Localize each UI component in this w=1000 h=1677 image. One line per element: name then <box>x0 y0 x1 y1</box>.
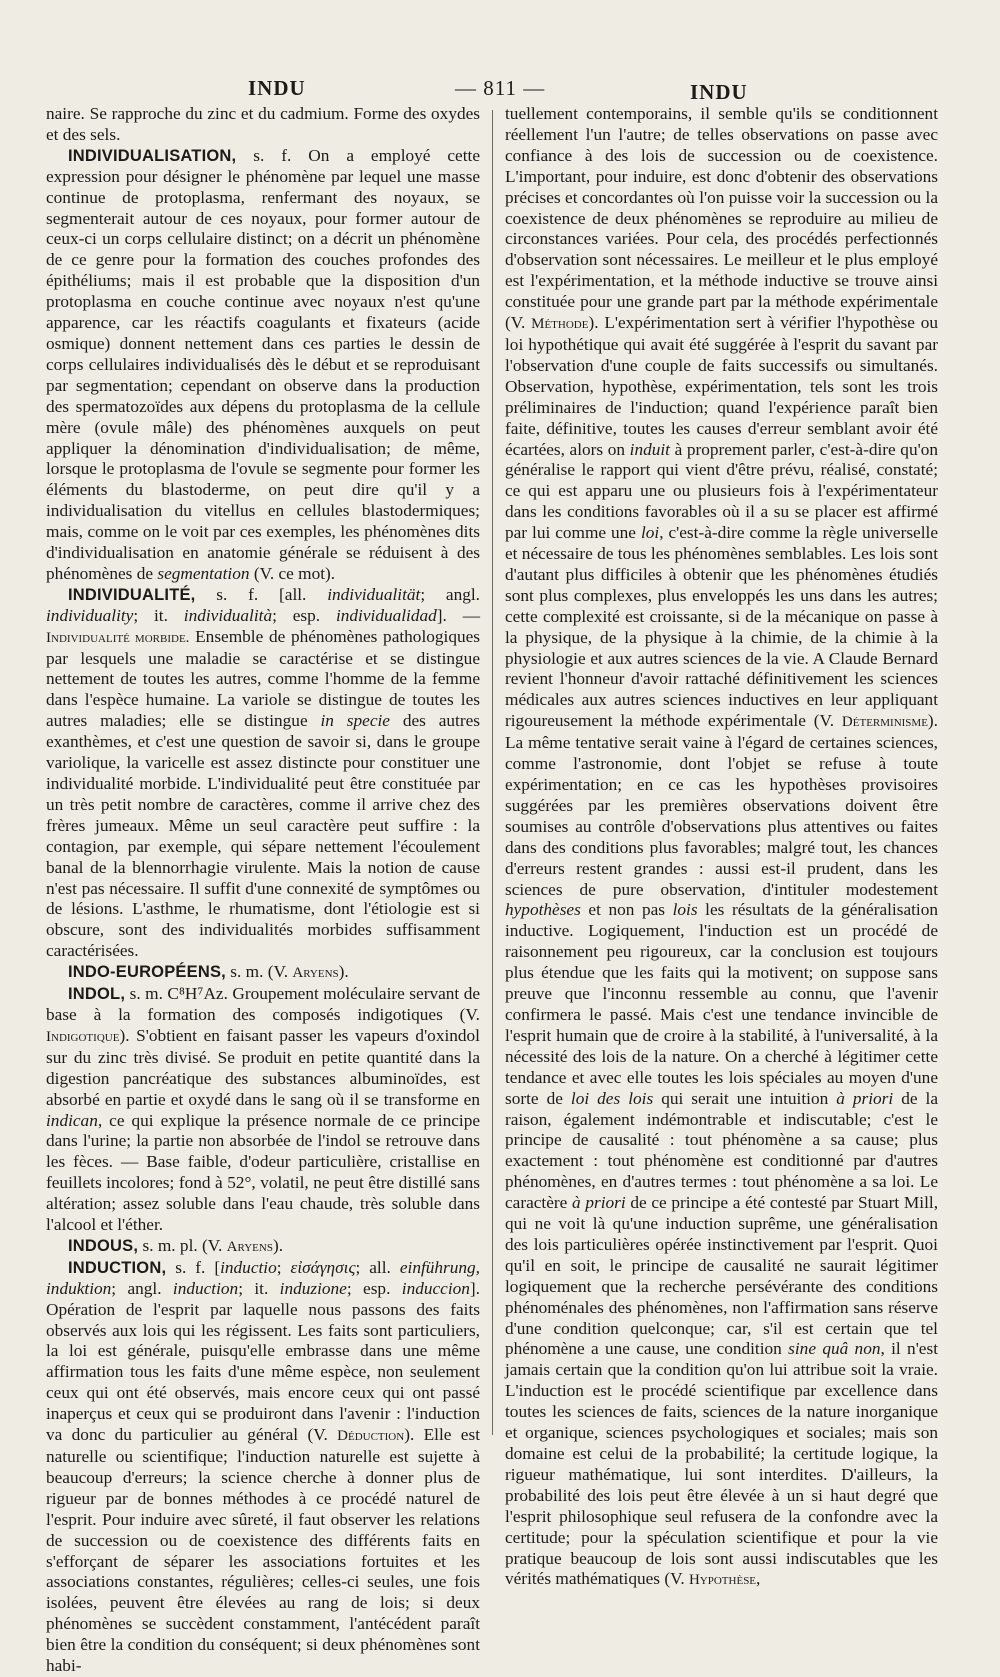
entry-text: s. m. (V. <box>225 962 293 982</box>
italic-term: in specie <box>320 711 390 731</box>
italic-term: induzione <box>279 1278 347 1298</box>
entry-text: ; <box>276 1257 291 1277</box>
entry-text: s. f. [all. <box>195 584 328 604</box>
entry-text: , ce qui explique la présence normale de ce principe dans l'urine; la partie non absorbée de l'indol se retrouve dans les fèces. — Base faible, d'odeur particulière, cristallise en feuillets incolores; fond à 52°, volatil, ne peut être distillé sans altération; assez soluble dans l'eau chaude, très soluble dans l'alcool et l'éther. <box>46 1110 480 1235</box>
italic-term: segmentation <box>157 563 250 583</box>
italic-term: induit <box>629 439 670 459</box>
entry-text: ). S'obtient en faisant passer les vapeurs d'oxindol sur du zinc très divisé. Se produit en petite quantité dans la digestion pancréatique des substances albuminoïdes, est absorbé en partie et oxydé dans le sang où il se transforme en <box>46 1025 480 1109</box>
entry-indo-europeens <box>46 962 480 984</box>
entry-text: Ensemble de phénomènes pathologiques par lesquels une maladie se caractérise et se distingue nettement de toutes les autres, comme l'homme de la femme dans l'espèce humaine. La variole se distingue de toutes les autres maladies; elle se distingue <box>46 626 481 731</box>
italic-term: einführung, induktion <box>46 1257 481 1298</box>
italic-term: induction <box>172 1278 239 1298</box>
entry-text: tuellement contemporains, il semble qu'ils se conditionnent réellement l'un l'autre; de telles observations on passe avec confiance à des lois de succession ou de coexistence. L'important, pour induire, est donc d'obtenir des observations précises et concordantes où l'on puisse voir la succession ou la coexistence de deux phénomènes se reproduire au milieu de circonstances variées. Pour cela, des procédés perfectionnés d'observation sont nécessaires. Le meilleur et le plus employé est l'expérimentation, et la méthode inductive se trouve ainsi constituée pour une grande part par la méthode expérimentale (V. <box>505 104 938 333</box>
italic-term: individuality <box>46 605 134 625</box>
entry-text: les résultats de la généralisation inductive. Logiquement, l'induction est un procédé de raisonnement peu rigoureux, car la conclusion est toujours plus étendue que les faits qui la motivent; on suppose sans preuve que l'inconnu ressemble au connu, que l'avenir confirmera le passé. Mais c'est une tendance invincible de l'esprit humain que de croire à la stabilité, à l'universalité, à la nécessité des lois de la nature. On a cherché à légitimer cette tendance et avec elle toutes les lois spéciales au moyen d'une sorte de <box>505 900 938 1108</box>
italic-term: indican <box>46 1110 98 1130</box>
entry-text: ). Elle est naturelle ou scientifique; l'induction naturelle est sujette à beaucoup d'erreurs; la science cherche à donner plus de rigueur par de bonnes méthodes à ce procédé naturel de l'esprit. Pour induire avec sûreté, il faut observer les relations de succession ou de coexistence des différents faits en s'efforçant de séparer les associations fortuites et les associations constantes, régulières; celles-ci seules, une fois isolées, peuvent être élevées au rang de lois; si deux phénomènes se succèdent constamment, l'antécédent paraît bien être la condition du conséquent; si deux phénomènes sont habi- <box>46 1425 480 1676</box>
headword: INDUCTION, <box>68 1258 167 1277</box>
entry-text: ; it. <box>133 605 184 625</box>
running-head <box>0 70 1000 106</box>
entry-text: ; esp. <box>346 1278 402 1298</box>
entry-text: qui serait une intuition <box>653 1088 837 1108</box>
cross-reference: Aryens <box>292 965 339 982</box>
italic-term: loi <box>640 523 660 543</box>
italic-term: hypothèses <box>505 900 581 920</box>
entry-continuation: naire. Se rapproche du zinc et du cadmium. Forme des oxydes et des sels. <box>46 104 480 144</box>
italic-term: lois <box>672 900 698 920</box>
italic-term: à priori <box>572 1193 626 1213</box>
cross-reference: Déduction <box>337 1428 405 1445</box>
entry-text: ). <box>338 962 349 982</box>
entry-text: ; all. <box>355 1257 400 1277</box>
entry-text: ). <box>272 1235 284 1255</box>
running-head-right: INDU <box>690 80 748 104</box>
entry-text: des autres exanthèmes, et c'est une question de savoir si, dans le groupe variolique, la varicelle est assez distincte pour constituer une individualité morbide. L'individualité peut être constituée par un très petit nombre de caractères, comme il arrive chez des frères jumeaux. Même un seul caractère peut suffire : la contagion, par exemple, qui sépare nettement l'écoulement banal de la blennorrhagie virulente. Mais la notion de cause n'est pas nécessaire. Il suffit d'une connexité de symptômes ou de lésions. L'asthme, le rhumatisme, dont l'étiologie est si obscure, sont des individualités morbides suffisamment caractérisées. <box>46 711 480 961</box>
italic-term: loi des lois <box>570 1088 654 1108</box>
entry-text: ]. Opération de l'esprit par laquelle nous passons des faits observés aux lois qui les régissent. Les faits sont particuliers, la loi est générale, puisqu'elle embrasse dans une même affirmation tous les faits d'une même espèce, non seulement ceux qui ont été observés, mais encore ceux qui ont passé inaperçus et ceux qui se produiront dans l'avenir : l'induction va donc du particulier au général (V. <box>46 1278 480 1445</box>
entry-text: s. m. pl. (V. <box>138 1235 227 1255</box>
entry-text: ; angl. <box>111 1278 173 1298</box>
italic-term: individualità <box>183 605 273 625</box>
headword: INDOUS, <box>68 1236 139 1255</box>
cross-reference: Aryens <box>226 1238 273 1255</box>
cross-reference: Méthode <box>531 316 589 333</box>
entry-text: , <box>756 1569 761 1589</box>
headword: INDIVIDUALISATION, <box>68 146 237 165</box>
entry-text: ; esp. <box>272 605 336 625</box>
entry-text: de la raison, également indémontrable et indiscutable; c'est le principe de causalité : tout phénomène a sa cause; plus exactement : tout phénomène est conditionné par d'autres phénomènes, en d'autres termes : tout phénomène a sa loi. Le caractère <box>505 1088 939 1213</box>
right-column <box>505 104 939 1589</box>
italic-term: individualität <box>327 584 421 604</box>
italic-term: induccion <box>401 1278 470 1298</box>
entry-individualisation <box>46 146 480 585</box>
italic-term: sine quâ non <box>788 1339 881 1359</box>
entry-text: ). L'expérimentation sert à vérifier l'hypothèse ou loi hypothétique qui avait été suggérée à l'esprit du savant par l'observation d'une couple de faits successifs ou simultanés. Observation, hypothèse, expérimentation, tels sont les trois préliminaires de l'induction; quand l'expérience paraît bien faite, définitive, toutes les causes d'erreur semblant avoir été écartées, alors on <box>505 313 938 459</box>
italic-term: inductio <box>220 1257 277 1277</box>
entry-text: ; angl. <box>420 584 480 604</box>
entry-text: s. m. C⁸H⁷Az. Groupement moléculaire servant de base à la formation des composés indigotiques (V. <box>46 984 480 1024</box>
headword: INDIVIDUALITÉ, <box>68 585 196 604</box>
italic-term: individualidad <box>335 605 437 625</box>
italic-term: εἰσάγησις <box>290 1257 356 1277</box>
running-head-left: INDU <box>248 76 306 100</box>
entry-induction <box>46 1258 480 1677</box>
entry-text: ]. — <box>436 605 480 625</box>
cross-reference: Indigotique <box>46 1028 120 1045</box>
column-divider <box>492 110 493 1435</box>
entry-text: et non pas <box>580 900 673 920</box>
entry-text: , il n'est jamais certain que la condition qu'on lui attribue soit la vraie. L'induction est le procédé scientifique par excellence dans toutes les sciences de faits, sciences de la nature inorganique et organique, sciences psychologiques et sociales; mais son domaine est celui de la probabilité; la certitude logique, la rigueur mathématique, lui sont interdites. D'ailleurs, la probabilité des lois peut être élevée à un si haut degré que l'esprit philosophique seul refusera de la confondre avec la certitude; pour la spéculation scientifique et pour la vie pratique beaucoup de lois sont aussi indiscutables que les vérités mathématiques (V. <box>505 1339 939 1589</box>
entry-text: de ce principe a été contesté par Stuart Mill, qui ne voit là qu'une induction suprême, une généralisation des lois particulières opérée instinctivement par l'esprit. Quoi qu'il en soit, le principe de causalité ne saurait légitimer logiquement que la recherche persévérante des conditions phénoménales des phénomènes, non l'affirmation sans réserve d'une condition quelconque; car, s'il est certain que tel phénomène a une cause, une condition <box>505 1193 939 1359</box>
entry-text: ; it. <box>238 1278 280 1298</box>
italic-term: à priori <box>836 1088 894 1108</box>
entry-induction-continued <box>505 104 938 1591</box>
headword: INDOL, <box>68 985 126 1004</box>
small-caps-term: Individualité morbide. <box>46 629 190 646</box>
entry-text: ). La même tentative serait vaine à l'égard de certaines sciences, comme l'astronomie, dont l'objet se refuse à toute expérimentation; en ce cas les hypothèses provisoires suggérées par les premières observations doivent être soumises au contrôle d'observations plus attentives ou faites dans des conditions plus favorables; malgré tout, les chances d'erreurs restent grandes : aussi est-il prudent, dans les sciences de pure observation, d'intituler modestement <box>505 711 938 899</box>
entry-text: à proprement parler, c'est-à-dire qu'on généralise le rapport qui vient d'être prévu, réalisé, constaté; ce qui est apparu une ou plusieurs fois à l'expérimentateur dans les conditions favorables où il a su se placer est affirmé par lui comme une <box>505 439 938 543</box>
entry-indol <box>46 984 480 1236</box>
entry-text: s. f. [ <box>166 1257 221 1277</box>
headword: INDO-EUROPÉENS, <box>68 963 226 982</box>
left-column <box>46 104 481 1676</box>
entry-text: s. f. On a employé cette expression pour désigner le phénomène par lequel une masse continue de protoplasma, renfermant des noyaux, se segmenterait autour de ces noyaux, pour former autour de ceux-ci un corps cellulaire distinct; on a décrit un phénomène de ce genre pour la formation des couches profondes des épithéliums; mais il est probable que la disposition d'un protoplasma en couche continue avec noyaux n'est qu'une apparence, car les réactifs coagulants et fixateurs (acide osmique) donnent nettement dans ces parties le dessin de corps cellulaires individualisés dès le début et se reproduisant par segmentation; cependant on observe dans la production des spermatozoïdes aux dépens du protoplasma de la cellule mère (ovule mâle) des phénomènes auxquels on peut appliquer la dénomination d'individualisation; de même, lorsque le protoplasma de l'ovule se segmente pour former les éléments du blastoderme, on peut dire qu'il y a individualisation du vitellus en cellules blastodermiques; mais, comme on le voit par ces exemples, les phénomènes dits d'individualisation en anatomie générale se réduisent à des phénomènes de <box>46 145 480 583</box>
cross-reference: Hypothèse <box>688 1572 757 1589</box>
entry-text: , c'est-à-dire comme la règle universelle et nécessaire de tous les phénomènes semblables. Les lois sont d'autant plus difficiles à obtenir que les phénomènes étudiés sont plus complexes, plus enveloppés les uns dans les autres; cette complexité est croissante, si de la mécanique on passe à la physique, de la physique à la chimie, de la chimie à la physiologie et aux autres sciences de la vie. A Claude Bernard revient l'honneur d'avoir rattaché définitivement les sciences médicales aux autres sciences inductives en leur appliquant rigoureusement la méthode expérimentale (V. <box>505 523 938 731</box>
entry-individualite <box>46 585 480 962</box>
page-number: — 811 — <box>455 76 546 100</box>
cross-reference: Déterminisme <box>841 714 928 731</box>
entry-indous <box>46 1236 480 1258</box>
cross-reference: (V. ce mot). <box>249 563 336 583</box>
